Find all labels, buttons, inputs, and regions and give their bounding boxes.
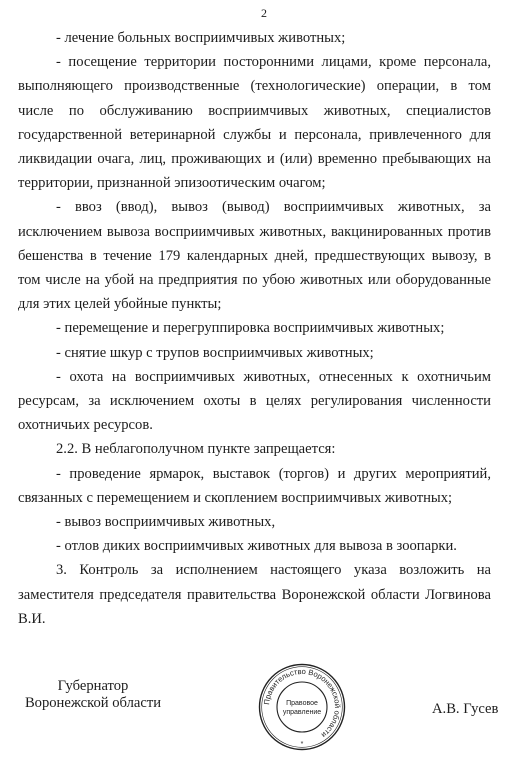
paragraph: - проведение ярмарок, выставок (торгов) и других мероприятий, связанных с перемещением и скоплением восприимчивых животных; bbox=[18, 465, 491, 506]
seal-inner-ring bbox=[277, 682, 327, 732]
paragraph: - отлов диких восприимчивых животных для вывоза в зоопарки. bbox=[56, 538, 457, 555]
paragraph: - перемещение и перегруппировка восприимчивых животных; bbox=[56, 320, 445, 337]
paragraph: 2.2. В неблагополучном пункте запрещается: bbox=[56, 441, 336, 458]
paragraph: - снятие шкур с трупов восприимчивых животных; bbox=[56, 344, 374, 361]
paragraph: - ввоз (ввод), вывоз (вывод) восприимчивых животных, за исключением вывоза восприимчивых животных, вакцинированных против бешенства в течение 179 календарных дней, предшествующих вывозу, в том числе на убой на предприятия по убою животных или оборудованные для этих целей убойные пункты; bbox=[18, 199, 491, 313]
signer-title-line-1: Губернатор bbox=[57, 678, 129, 694]
paragraph: - лечение больных восприимчивых животных; bbox=[56, 30, 346, 46]
signature-block bbox=[0, 666, 528, 768]
paragraph: 3. Контроль за исполнением настоящего указа возложить на заместителя председателя правительства Воронежской области Логвинова В.И. bbox=[18, 562, 491, 627]
paragraph: - посещение территории посторонними лицами, кроме персонала, выполняющего производственные (технологические) операции, в том числе по обслуживанию восприимчивых животных, специалистов государственной ветеринарной службы и персонала, привлеченного для ликвидации очага, лиц, проживающих и (или) временно пребывающих на территории, признанной эпизоотическим очагом; bbox=[18, 54, 491, 192]
seal-center-line-1: Правовое bbox=[286, 700, 318, 707]
signer-title-line-2: Воронежской области bbox=[24, 695, 162, 711]
seal-center-line-2: управление bbox=[282, 709, 322, 716]
signer-name: А.В. Гусев bbox=[432, 701, 499, 717]
document-body bbox=[18, 26, 491, 631]
paragraph: - охота на восприимчивых животных, отнесенных к охотничьим ресурсам, за исключением охоты в целях регулирования численности охотничьих ресурсов. bbox=[18, 368, 491, 434]
official-seal bbox=[258, 663, 346, 751]
page-number: 2 bbox=[261, 6, 267, 20]
signer-title bbox=[18, 678, 168, 712]
seal-outer-ring bbox=[260, 665, 345, 750]
seal-ring-text: Правительство Воронежской области bbox=[262, 666, 343, 740]
seal-bottom-mark: * bbox=[300, 741, 304, 748]
paragraph: - вывоз восприимчивых животных, bbox=[56, 514, 276, 531]
